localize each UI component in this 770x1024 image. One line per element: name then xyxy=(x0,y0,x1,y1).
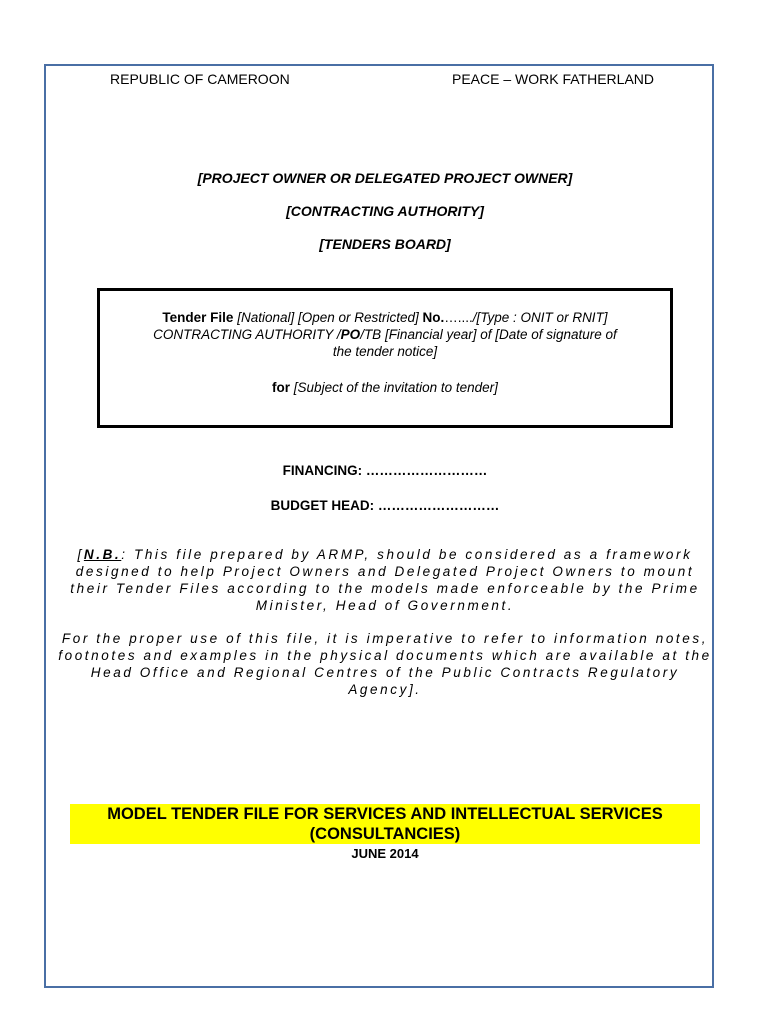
budget-head-line: BUDGET HEAD: ……………………… xyxy=(270,498,500,513)
for-label: for xyxy=(272,380,291,395)
tender-po-label: PO xyxy=(340,327,361,342)
tenders-board-line: [TENDERS BOARD] xyxy=(319,236,451,252)
contracting-authority-line: [CONTRACTING AUTHORITY] xyxy=(286,203,484,219)
nb-paragraph-2: For the proper use of this file, it is imperative to refer to information notes, footnotes and examples in the physical documents which are available at the Head Office and Regional Centres of the Public Contracts Regulatory Agency]. xyxy=(58,631,712,697)
project-owner-line: [PROJECT OWNER OR DELEGATED PROJECT OWNER] xyxy=(197,170,573,186)
tender-tb-text: /TB [Financial year] of [Date of signature of xyxy=(360,327,617,342)
tender-file-line-2 xyxy=(100,326,670,343)
tender-notice-line: the tender notice] xyxy=(332,344,438,359)
tender-no-label: No. xyxy=(422,310,445,325)
model-title-line-2: (CONSULTANCIES) xyxy=(309,825,461,843)
header-republic: REPUBLIC OF CAMEROON xyxy=(110,71,290,87)
subject-text: [Subject of the invitation to tender] xyxy=(290,380,498,395)
header-motto: PEACE – WORK FATHERLAND xyxy=(452,71,655,87)
tender-no-dots: ….... xyxy=(444,310,473,325)
nb-paragraph-1 xyxy=(54,546,716,614)
model-title-line-1: MODEL TENDER FILE FOR SERVICES AND INTELLECTUAL SERVICES xyxy=(107,805,663,823)
tender-file-box xyxy=(97,288,673,428)
tender-national-text: [National] [Open or Restricted] xyxy=(233,310,423,325)
tender-authority-text: CONTRACTING AUTHORITY / xyxy=(153,327,341,342)
nb-label: N.B. xyxy=(83,547,122,562)
financing-line: FINANCING: ……………………… xyxy=(282,463,488,478)
tender-subject-line xyxy=(100,379,670,396)
tender-file-label: Tender File xyxy=(162,310,234,325)
nb-text-1: : This file prepared by ARMP, should be considered as a framework designed to help Project Owners and Delegated Project Owners to mount their Tender Files according to the models made enforceable by the Prime Minister, Head of Government. xyxy=(70,547,700,613)
tender-type-text: /[Type : ONIT or RNIT] xyxy=(472,310,608,325)
nb-open-bracket: [ xyxy=(77,547,84,562)
model-title-highlight xyxy=(70,804,700,844)
tender-file-line-1 xyxy=(100,309,670,326)
document-date: JUNE 2014 xyxy=(351,846,419,861)
